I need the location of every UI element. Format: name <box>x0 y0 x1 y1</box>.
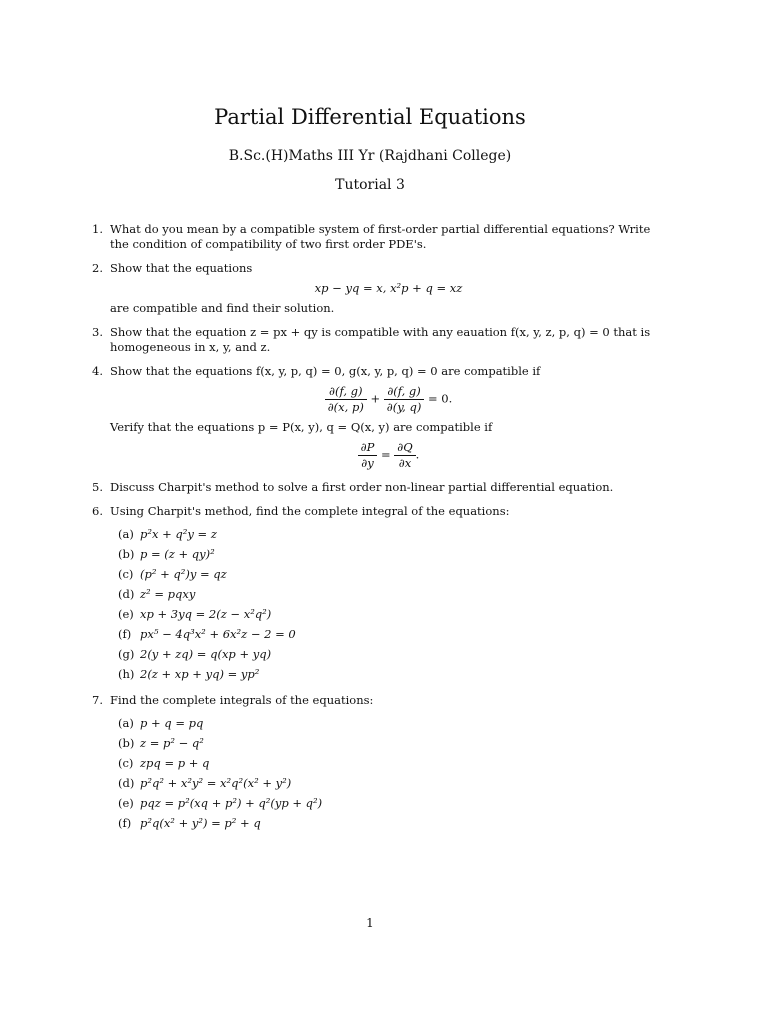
question-number: 6. <box>92 504 103 518</box>
subpart-item: (b) p = (z + qy)² <box>118 547 215 561</box>
subpart-item: (h) 2(z + xp + yq) = yp² <box>118 667 260 681</box>
subpart-item: (d) z² = pqxy <box>118 587 196 601</box>
subpart-item: (g) 2(y + zq) = q(xp + yq) <box>118 647 272 661</box>
subpart-list <box>118 713 667 833</box>
subpart-item: (d) p²q² + x²y² = x²q²(x² + y²) <box>118 776 292 790</box>
question-number: 3. <box>92 325 103 339</box>
subpart-item: (c) zpq = p + q <box>118 756 210 770</box>
question-2 <box>92 261 667 316</box>
question-number: 2. <box>92 261 103 275</box>
page-number: 1 <box>366 916 374 930</box>
subpart-item: (f) p²q(x² + y²) = p² + q <box>118 816 261 830</box>
question-4 <box>92 364 667 471</box>
subpart-item: (a) p²x + q²y = z <box>118 527 217 541</box>
question-text: Find the complete integrals of the equations: <box>110 693 374 707</box>
display-equation: xp − yq = x, x²p + q = xz <box>314 281 463 295</box>
question-text: Discuss Charpit's method to solve a first order non-linear partial differential equation. <box>110 480 614 494</box>
question-number: 1. <box>92 222 103 236</box>
question-number: 4. <box>92 364 103 378</box>
course-subtitle: B.Sc.(H)Maths III Yr (Rajdhani College) <box>228 148 512 164</box>
question-number: 5. <box>92 480 103 494</box>
fraction: $\frac{\partial(f, g)}{\partial(y, q)}$ <box>384 384 425 415</box>
subpart-item: (c) (p² + q²)y = qz <box>118 567 227 581</box>
jacobian-equation: $\frac{\partial(f, g)}{\partial(x, p)}$ + $\frac{\partial(f, g)}{\partial(y, q)}$ = 0. <box>110 384 667 415</box>
subpart-item: (f) px⁵ − 4q³x² + 6x²z − 2 = 0 <box>118 627 296 641</box>
question-6 <box>92 504 667 684</box>
fraction: $\frac{\partial(f, g)}{\partial(x, p)}$ <box>325 384 367 415</box>
question-3 <box>92 325 667 355</box>
fraction: $\frac{\partial Q}{\partial x}$ <box>394 440 415 471</box>
subpart-item: (e) pqz = p²(xq + p²) + q²(yp + q²) <box>118 796 323 810</box>
question-text: What do you mean by a compatible system of first-order partial differential equations? Write the condition of compatibility of two first order PDE's. <box>110 222 651 251</box>
question-text: Using Charpit's method, find the complete integral of the equations: <box>110 504 510 518</box>
subpart-item: (e) xp + 3yq = 2(z − x²q²) <box>118 607 272 621</box>
question-text-after: are compatible and find their solution. <box>110 301 335 315</box>
question-text: Show that the equations <box>110 261 253 275</box>
verify-text: Verify that the equations p = P(x, y), q = Q(x, y) are compatible if <box>110 420 493 434</box>
partial-equation: $\frac{\partial P}{\partial y}$ = $\frac{\partial Q}{\partial x}$ . <box>110 440 667 471</box>
fraction: $\frac{\partial P}{\partial y}$ <box>358 440 378 471</box>
page-title: Partial Differential Equations <box>214 105 526 129</box>
question-5 <box>92 480 667 495</box>
subpart-item: (a) p + q = pq <box>118 716 204 730</box>
subpart-item: (b) z = p² − q² <box>118 736 204 750</box>
question-number: 7. <box>92 693 103 707</box>
question-text: Show that the equations f(x, y, p, q) = 0, g(x, y, p, q) = 0 are compatible if <box>110 364 541 378</box>
question-text: Show that the equation z = px + qy is compatible with any eauation f(x, y, z, p, q) = 0 that is homogeneous in x, y, and z. <box>110 325 651 354</box>
subpart-list <box>118 524 667 684</box>
question-1 <box>92 222 667 252</box>
tutorial-label: Tutorial 3 <box>335 177 405 193</box>
question-list <box>92 222 667 842</box>
question-7 <box>92 693 667 833</box>
